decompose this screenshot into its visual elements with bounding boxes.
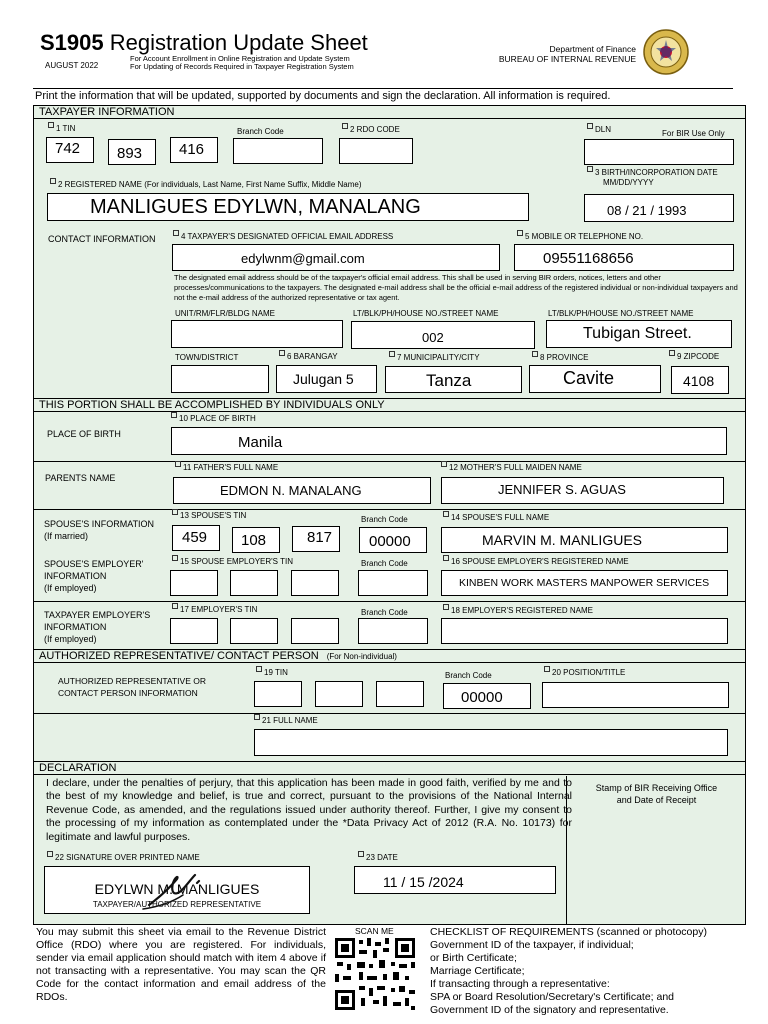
scan-me-label: SCAN ME xyxy=(355,926,394,936)
date-field[interactable]: 11 / 15 /2024 xyxy=(354,866,556,894)
checklist xyxy=(430,926,707,1017)
employer-branch-field[interactable] xyxy=(358,618,428,644)
position-field[interactable] xyxy=(542,682,729,708)
declaration-section-title: DECLARATION xyxy=(33,761,746,775)
row-divider xyxy=(33,509,746,510)
header-rule xyxy=(33,88,733,89)
place-of-birth-field[interactable]: Manila xyxy=(171,427,727,455)
signature-caption: TAXPAYER/AUTHORIZED REPRESENTATIVE xyxy=(92,900,262,909)
registered-name-field[interactable]: MANLIGUES EDYLWN, MANALANG xyxy=(47,193,529,221)
barangay-field[interactable]: Julugan 5 xyxy=(276,365,377,393)
email-field[interactable]: edylwnm@gmail.com xyxy=(172,244,500,271)
rep-branch-field[interactable]: 00000 xyxy=(443,683,531,709)
bir-seal-icon xyxy=(642,28,690,76)
checklist-item: Government ID of the taxpayer, if individual; xyxy=(430,939,634,951)
dln-field[interactable] xyxy=(584,139,734,165)
form-edition: AUGUST 2022 xyxy=(45,61,99,70)
employer-name-label: 18 EMPLOYER'S REGISTERED NAME xyxy=(443,606,593,615)
province-label: 8 PROVINCE xyxy=(532,353,588,362)
father-name-label: 11 FATHER'S FULL NAME xyxy=(175,463,278,472)
signature-printed-name: EDYLWN M. MANLIGUES xyxy=(94,881,260,897)
barangay-label: 6 BARANGAY xyxy=(279,352,338,361)
position-label: 20 POSITION/TITLE xyxy=(544,668,625,677)
form-code: S1905 xyxy=(40,30,104,55)
subtitle-line-1: For Account Enrollment in Online Registration and Update System xyxy=(130,54,350,63)
email-label: 4 TAXPAYER'S DESIGNATED OFFICIAL EMAIL ADDRESS xyxy=(173,232,393,241)
declaration-text: I declare, under the penalties of perjury, that this application has been made in good faith, verified by me and to the best of my knowledge and belief, is true and correct, pursuant to the provisions of the National Internal Revenue Code, as amended, and the regulations issued under authority thereof. Further, I give my consent to the processing of my information as contemplated under the *Data Privacy Act of 2012 (R.A. No. 10173) for legitimate and lawful purposes. xyxy=(46,777,572,843)
submission-instructions: You may submit this sheet via email to the Revenue District Office (RDO) where you are registered. For individuals, sender via email application should match with item 4 above if not transacting with a representative. You may scan the QR Code for the contact information and email address of the RDOs. xyxy=(36,926,326,1003)
spouse-tin-3[interactable]: 817 xyxy=(292,526,340,552)
spouse-employer-branch-label: Branch Code xyxy=(361,559,408,568)
zipcode-label: 9 ZIPCODE xyxy=(669,352,719,361)
father-name-field[interactable]: EDMON N. MANALANG xyxy=(173,477,431,504)
taxpayer-section-title: TAXPAYER INFORMATION xyxy=(33,105,746,119)
checklist-title: CHECKLIST OF REQUIREMENTS (scanned or photocopy) xyxy=(430,926,707,938)
spouse-name-field[interactable]: MARVIN M. MANLIGUES xyxy=(441,527,728,553)
mother-name-field[interactable]: JENNIFER S. AGUAS xyxy=(441,477,724,504)
spouse-tin-2[interactable]: 108 xyxy=(232,527,280,553)
spouse-employer-tin-2[interactable] xyxy=(230,570,278,596)
town-field[interactable] xyxy=(171,365,269,393)
dln-label: DLN xyxy=(587,125,611,134)
tin-part-3[interactable]: 416 xyxy=(170,137,218,163)
spouse-branch-field[interactable]: 00000 xyxy=(359,527,427,553)
representative-section-title: AUTHORIZED REPRESENTATIVE/ CONTACT PERSON (For Non-individual) xyxy=(33,649,746,663)
checklist-item: Marriage Certificate; xyxy=(430,965,525,977)
rep-tin-label: 19 TIN xyxy=(256,668,288,677)
checklist-item: If transacting through a representative: xyxy=(430,978,610,990)
unit-field[interactable] xyxy=(171,320,343,348)
employer-tin-1[interactable] xyxy=(170,618,218,644)
row-divider xyxy=(33,601,746,602)
lot-label: LT/BLK/PH/HOUSE NO./STREET NAME xyxy=(353,309,499,318)
mother-name-label: 12 MOTHER'S FULL MAIDEN NAME xyxy=(441,463,582,472)
checklist-item: Government ID of the signatory and representative. xyxy=(430,1004,669,1016)
rep-tin-3[interactable] xyxy=(376,681,424,707)
street-label: LT/BLK/PH/HOUSE NO./STREET NAME xyxy=(548,309,694,318)
stamp-area xyxy=(566,776,746,925)
bir-use-label: For BIR Use Only xyxy=(662,129,725,138)
spouse-employer-name-field[interactable]: KINBEN WORK MASTERS MANPOWER SERVICES xyxy=(441,570,728,596)
spouse-tin-label: 13 SPOUSE'S TIN xyxy=(172,511,246,520)
employer-name-field[interactable] xyxy=(441,618,728,644)
registered-name-label: 2 REGISTERED NAME (For individuals, Last Name, First Name Suffix, Middle Name) xyxy=(50,180,362,189)
qr-code-icon[interactable] xyxy=(333,936,417,1012)
rep-tin-1[interactable] xyxy=(254,681,302,707)
contact-info-side-label: CONTACT INFORMATION xyxy=(48,234,156,244)
row-divider xyxy=(33,713,746,714)
employer-tin-3[interactable] xyxy=(291,618,339,644)
row-divider xyxy=(33,461,746,462)
branch-code-field[interactable] xyxy=(233,138,323,164)
tin-part-1[interactable]: 742 xyxy=(46,137,94,163)
employer-branch-label: Branch Code xyxy=(361,608,408,617)
full-name-label: 21 FULL NAME xyxy=(254,716,318,725)
phone-label: 5 MOBILE OR TELEPHONE NO. xyxy=(517,232,643,241)
municipality-field[interactable]: Tanza xyxy=(385,366,522,393)
parents-side-label: PARENTS NAME xyxy=(45,473,116,483)
full-name-field[interactable] xyxy=(254,729,728,756)
tin-part-2[interactable]: 893 xyxy=(108,139,156,165)
tin-label: 1 TIN xyxy=(48,124,75,133)
place-of-birth-label: 10 PLACE OF BIRTH xyxy=(171,414,256,423)
email-note: The designated email address should be of the taxpayer's official email address. This shall be used in serving BIR orders, notices, letters and other processes/communications to the taxpayers. The designated e-mail address shall be the official e-mail address of the registered individual or non-individual taxpayers and not the e-mail address of the authorized representative or tax agent. xyxy=(174,273,738,302)
rep-branch-label: Branch Code xyxy=(445,671,492,680)
spouse-branch-label: Branch Code xyxy=(361,515,408,524)
birth-date-label: 3 BIRTH/INCORPORATION DATE MM/DD/YYYY xyxy=(587,168,718,188)
lot-field[interactable]: 002 xyxy=(351,321,535,349)
form-subtitle xyxy=(130,55,354,71)
spouse-employer-tin-3[interactable] xyxy=(291,570,339,596)
unit-label: UNIT/RM/FLR/BLDG NAME xyxy=(175,309,276,318)
street-field[interactable]: Tubigan Street. xyxy=(546,320,732,348)
handwritten-signature-icon xyxy=(137,865,217,911)
phone-field[interactable]: 09551168656 xyxy=(514,244,734,271)
rdo-code-label: 2 RDO CODE xyxy=(342,125,400,134)
signature-field[interactable] xyxy=(44,866,310,914)
province-field[interactable]: Cavite xyxy=(529,365,661,393)
dept-name: Department of Finance xyxy=(549,44,636,54)
spouse-tin-1[interactable]: 459 xyxy=(172,525,220,551)
branch-code-label: Branch Code xyxy=(237,127,284,136)
spouse-employer-tin-label: 15 SPOUSE EMPLOYER'S TIN xyxy=(172,557,293,566)
checklist-item: SPA or Board Resolution/Secretary's Certificate; and xyxy=(430,991,675,1003)
agency-name xyxy=(480,44,636,64)
spouse-employer-side-label: SPOUSE'S EMPLOYER' INFORMATION (If employed) xyxy=(44,559,144,593)
employer-tin-label: 17 EMPLOYER'S TIN xyxy=(172,605,257,614)
instruction-text: Print the information that will be updated, supported by documents and sign the declaration. All information is required. xyxy=(35,90,611,102)
taxpayer-employer-side-label: TAXPAYER EMPLOYER'S INFORMATION (If employed) xyxy=(44,610,151,644)
stamp-label: Stamp of BIR Receiving Office and Date of Receipt xyxy=(595,783,718,805)
checklist-item: or Birth Certificate; xyxy=(430,952,517,964)
representative-side-label: AUTHORIZED REPRESENTATIVE OR CONTACT PERSON INFORMATION xyxy=(58,676,206,698)
form-title-text: Registration Update Sheet xyxy=(109,30,368,55)
individual-section-title: THIS PORTION SHALL BE ACCOMPLISHED BY INDIVIDUALS ONLY xyxy=(33,398,746,412)
town-label: TOWN/DISTRICT xyxy=(175,353,239,362)
municipality-label: 7 MUNICIPALITY/CITY xyxy=(389,353,480,362)
birth-date-field[interactable]: 08 / 21 / 1993 xyxy=(584,194,734,222)
date-label: 23 DATE xyxy=(358,853,398,862)
spouse-employer-tin-1[interactable] xyxy=(170,570,218,596)
rdo-code-field[interactable] xyxy=(339,138,413,164)
zipcode-field[interactable]: 4108 xyxy=(671,366,729,394)
place-of-birth-side-label: PLACE OF BIRTH xyxy=(47,429,121,439)
spouse-name-label: 14 SPOUSE'S FULL NAME xyxy=(443,513,549,522)
bureau-name: BUREAU OF INTERNAL REVENUE xyxy=(498,54,636,64)
spouse-employer-name-label: 16 SPOUSE EMPLOYER'S REGISTERED NAME xyxy=(443,557,629,566)
spouse-employer-branch-field[interactable] xyxy=(358,570,428,596)
spouse-side-label: SPOUSE'S INFORMATION (If married) xyxy=(44,519,155,541)
employer-tin-2[interactable] xyxy=(230,618,278,644)
subtitle-line-2: For Updating of Records Required in Taxpayer Registration System xyxy=(130,62,354,71)
signature-label: 22 SIGNATURE OVER PRINTED NAME xyxy=(47,853,200,862)
form-title xyxy=(40,30,368,56)
rep-tin-2[interactable] xyxy=(315,681,363,707)
